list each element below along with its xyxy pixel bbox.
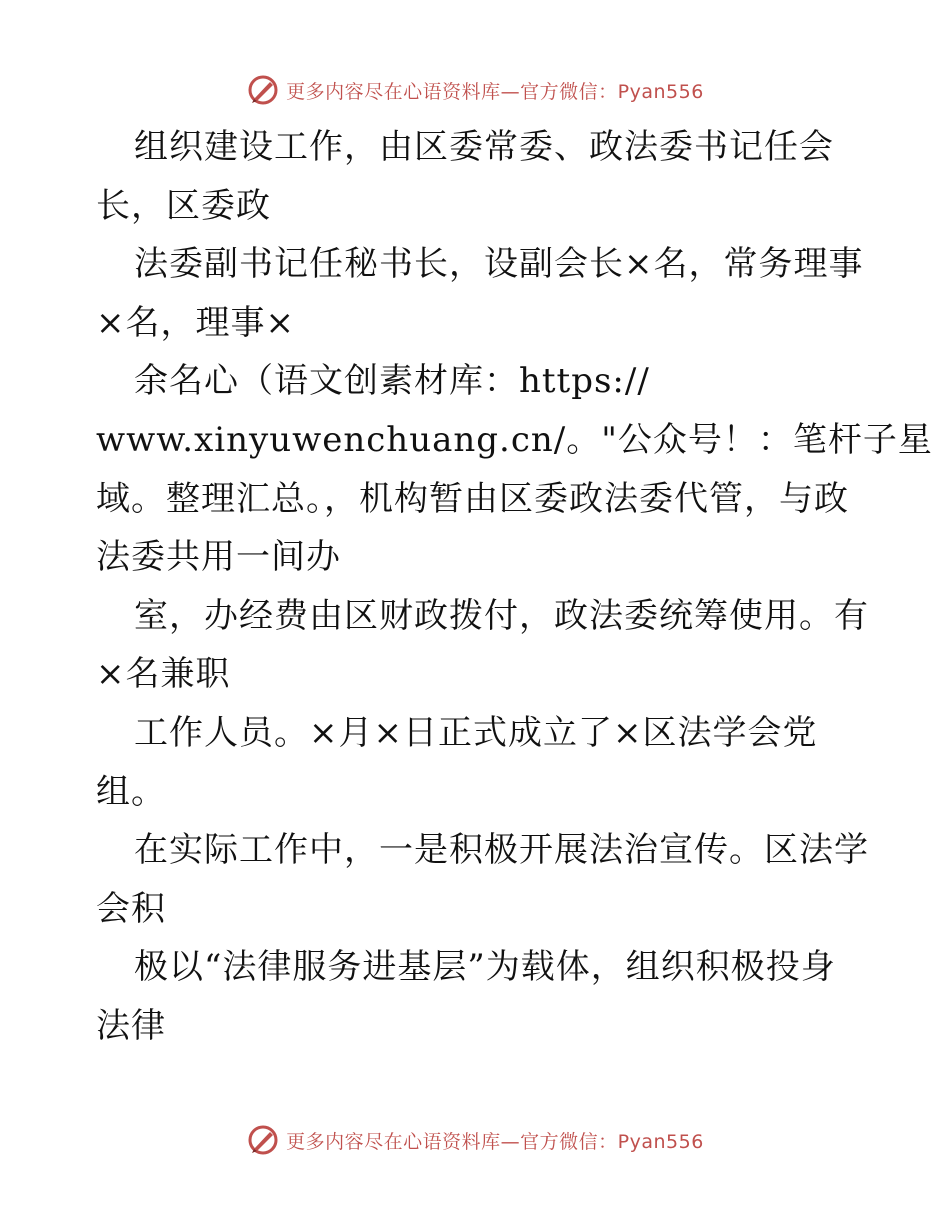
header-banner-text: 更多内容尽在心语资料库—官方微信：Pyan556 (286, 80, 704, 103)
text-line: 域。整理汇总。，机构暂由区委政法委代管，与政 (96, 478, 849, 519)
text-line: 室，办经费由区财政拨付，政法委统筹使用。有 (134, 595, 869, 636)
text-line: 工作人员。×月×日正式成立了×区法学会党 (134, 712, 818, 753)
text-line: 余名心（语文创素材库：https:// (134, 361, 650, 402)
pen-logo-icon (246, 1123, 280, 1157)
text-line: 组。 (96, 771, 166, 812)
text-line: 法委共用一间办 (96, 537, 341, 578)
footer-banner-text: 更多内容尽在心语资料库—官方微信：Pyan556 (286, 1130, 704, 1153)
text-line: 法委副书记任秘书长，设副会长×名，常务理事 (134, 244, 864, 285)
text-line: 法律 (96, 1005, 166, 1046)
text-line: ×名，理事× (96, 302, 295, 343)
text-line: 会积 (96, 888, 166, 929)
footer-banner (0, 1120, 950, 1160)
pen-logo-icon (246, 73, 280, 107)
text-line: 长，区委政 (96, 185, 271, 226)
text-line: www.xinyuwenchuang.cn/。"公众号！：笔杆子星 (96, 419, 933, 460)
text-line: 极以“法律服务进基层”为载体，组织积极投身 (134, 947, 836, 988)
document-body (96, 118, 933, 1056)
text-line: 在实际工作中，一是积极开展法治宣传。区法学 (134, 830, 869, 871)
header-banner (0, 70, 950, 110)
text-line: 组织建设工作，由区委常委、政法委书记任会 (134, 127, 834, 167)
text-line: ×名兼职 (96, 654, 231, 695)
